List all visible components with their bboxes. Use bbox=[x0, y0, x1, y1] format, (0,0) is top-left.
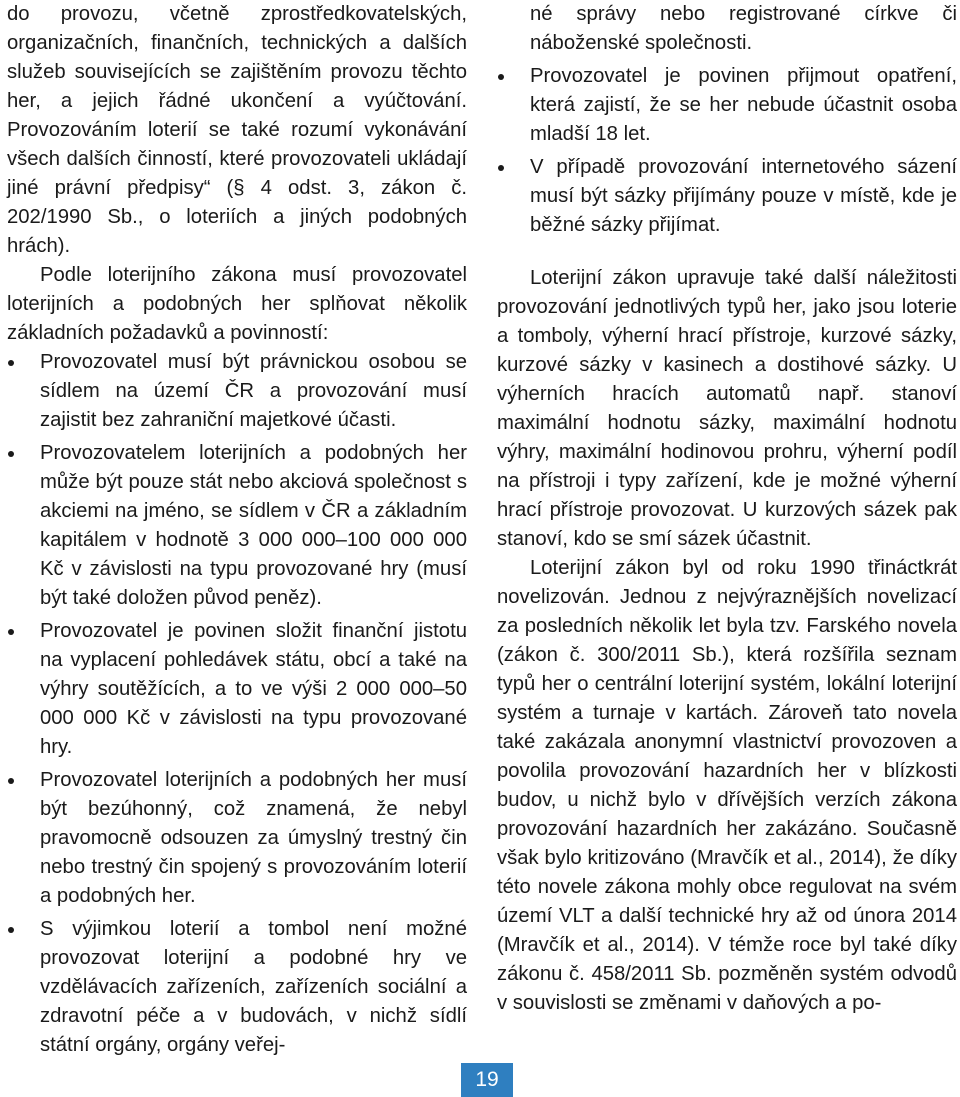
list-item-continuation bbox=[497, 0, 957, 58]
list-item bbox=[7, 617, 467, 762]
list-item-text: V případě provozování internetového sázení musí být sázky přijímány pouze v místě, kde je běžné sázky přijímat. bbox=[530, 156, 957, 236]
page-number-badge: 19 bbox=[461, 1063, 513, 1097]
list-item-text: Provozovatel je povinen přijmout opatření, která zajistí, že se her nebude účastnit osoba mladší 18 let. bbox=[530, 65, 957, 145]
left-column bbox=[7, 0, 467, 1064]
list-item-text: Provozovatel loterijních a podobných her musí být bezúhonný, což znamená, že nebyl pravomocně odsouzen za úmyslný trestný čin nebo trestný čin spojený s provozováním loterií a podobných her. bbox=[40, 769, 467, 907]
list-item bbox=[7, 439, 467, 613]
list-item-text: né správy nebo registrované církve či náboženské společnosti. bbox=[530, 3, 957, 54]
left-paragraph-2: Podle loterijního zákona musí provozovatel loterijních a podobných her splňovat několik základních požadavků a povinností: bbox=[7, 264, 467, 344]
list-item-text: S výjimkou loterií a tombol není možné provozovat loterijní a podobné hry ve vzdělávacích zařízeních, zařízeních sociální a zdravotní péče a v budovách, v nichž sídlí státní orgány, orgány veřej- bbox=[40, 918, 467, 1056]
list-item bbox=[497, 153, 957, 240]
right-paragraph-1: Loterijní zákon upravuje také další náležitosti provozování jednotlivých typů her, jako jsou loterie a tomboly, výherní hrací přístroje, kurzové sázky, kurzové sázky v kasinech a dostihové sázky. U výherních hracích automatů např. stanoví maximální hodnotu sázky, maximální hodnotu výhry, maximální hodinovou prohru, výherní podíl na přístroji i typy zařízení, kde je možné výherní hrací přístroje provozovat. U kurzových sázek pak stanoví, kdo se smí sázek účastnit. bbox=[497, 267, 957, 550]
list-item bbox=[7, 348, 467, 435]
requirements-list-continued bbox=[497, 0, 957, 240]
list-item bbox=[7, 915, 467, 1060]
list-item-text: Provozovatel je povinen složit finanční jistotu na vyplacení pohledávek státu, obcí a také na výhry soutěžících, a to ve výši 2 000 000–50 000 000 Kč v závislosti na typu provozované hry. bbox=[40, 620, 467, 758]
left-paragraph-1: do provozu, včetně zprostředkovatelských, organizačních, finančních, technických a dalších služeb souvisejících se zajištěním provozu těchto her, a jejich řádné ukončení a vyúčtování. Provozováním loterií se také rozumí vykonávání všech dalších činností, které provozovateli ukládají jiné právní předpisy“ (§ 4 odst. 3, zákon č. 202/1990 Sb., o loteriích a jiných podobných hrách). bbox=[7, 3, 467, 257]
right-column bbox=[497, 0, 957, 1018]
list-item-text: Provozovatel musí být právnickou osobou se sídlem na území ČR a provozování musí zajistit bez zahraniční majetkové účasti. bbox=[40, 351, 467, 431]
list-item bbox=[497, 62, 957, 149]
list-item bbox=[7, 766, 467, 911]
requirements-list bbox=[7, 348, 467, 1060]
list-item-text: Provozovatelem loterijních a podobných her může být pouze stát nebo akciová společnost s akciemi na jméno, se sídlem v ČR a základním kapitálem v hodnotě 3 000 000–100 000 000 Kč v závislosti na typu provozované hry (musí být také doložen původ peněz). bbox=[40, 442, 467, 609]
right-paragraph-2: Loterijní zákon byl od roku 1990 třináctkrát novelizován. Jednou z nejvýraznějších novelizací za posledních několik let byla tzv. Farského novela (zákon č. 300/2011 Sb.), která rozšířila seznam typů her o centrální loterijní systém, lokální loterijní systém a turnaje v kartách. Zároveň tato novela také zakázala anonymní vlastnictví provozoven a povolila provozování hazardních her v blízkosti budov, u nichž bylo v dřívějších verzích zákona provozování hazardních her zakázáno. Současně však bylo kritizováno (Mravčík et al., 2014), že díky této novele zákona mohly obce regulovat na svém území VLT a další technické hry až od února 2014 (Mravčík et al., 2014). V témže roce byl také díky zákonu č. 458/2011 Sb. pozměněn systém odvodů v souvislosti se změnami v daňových a po- bbox=[497, 557, 957, 1014]
